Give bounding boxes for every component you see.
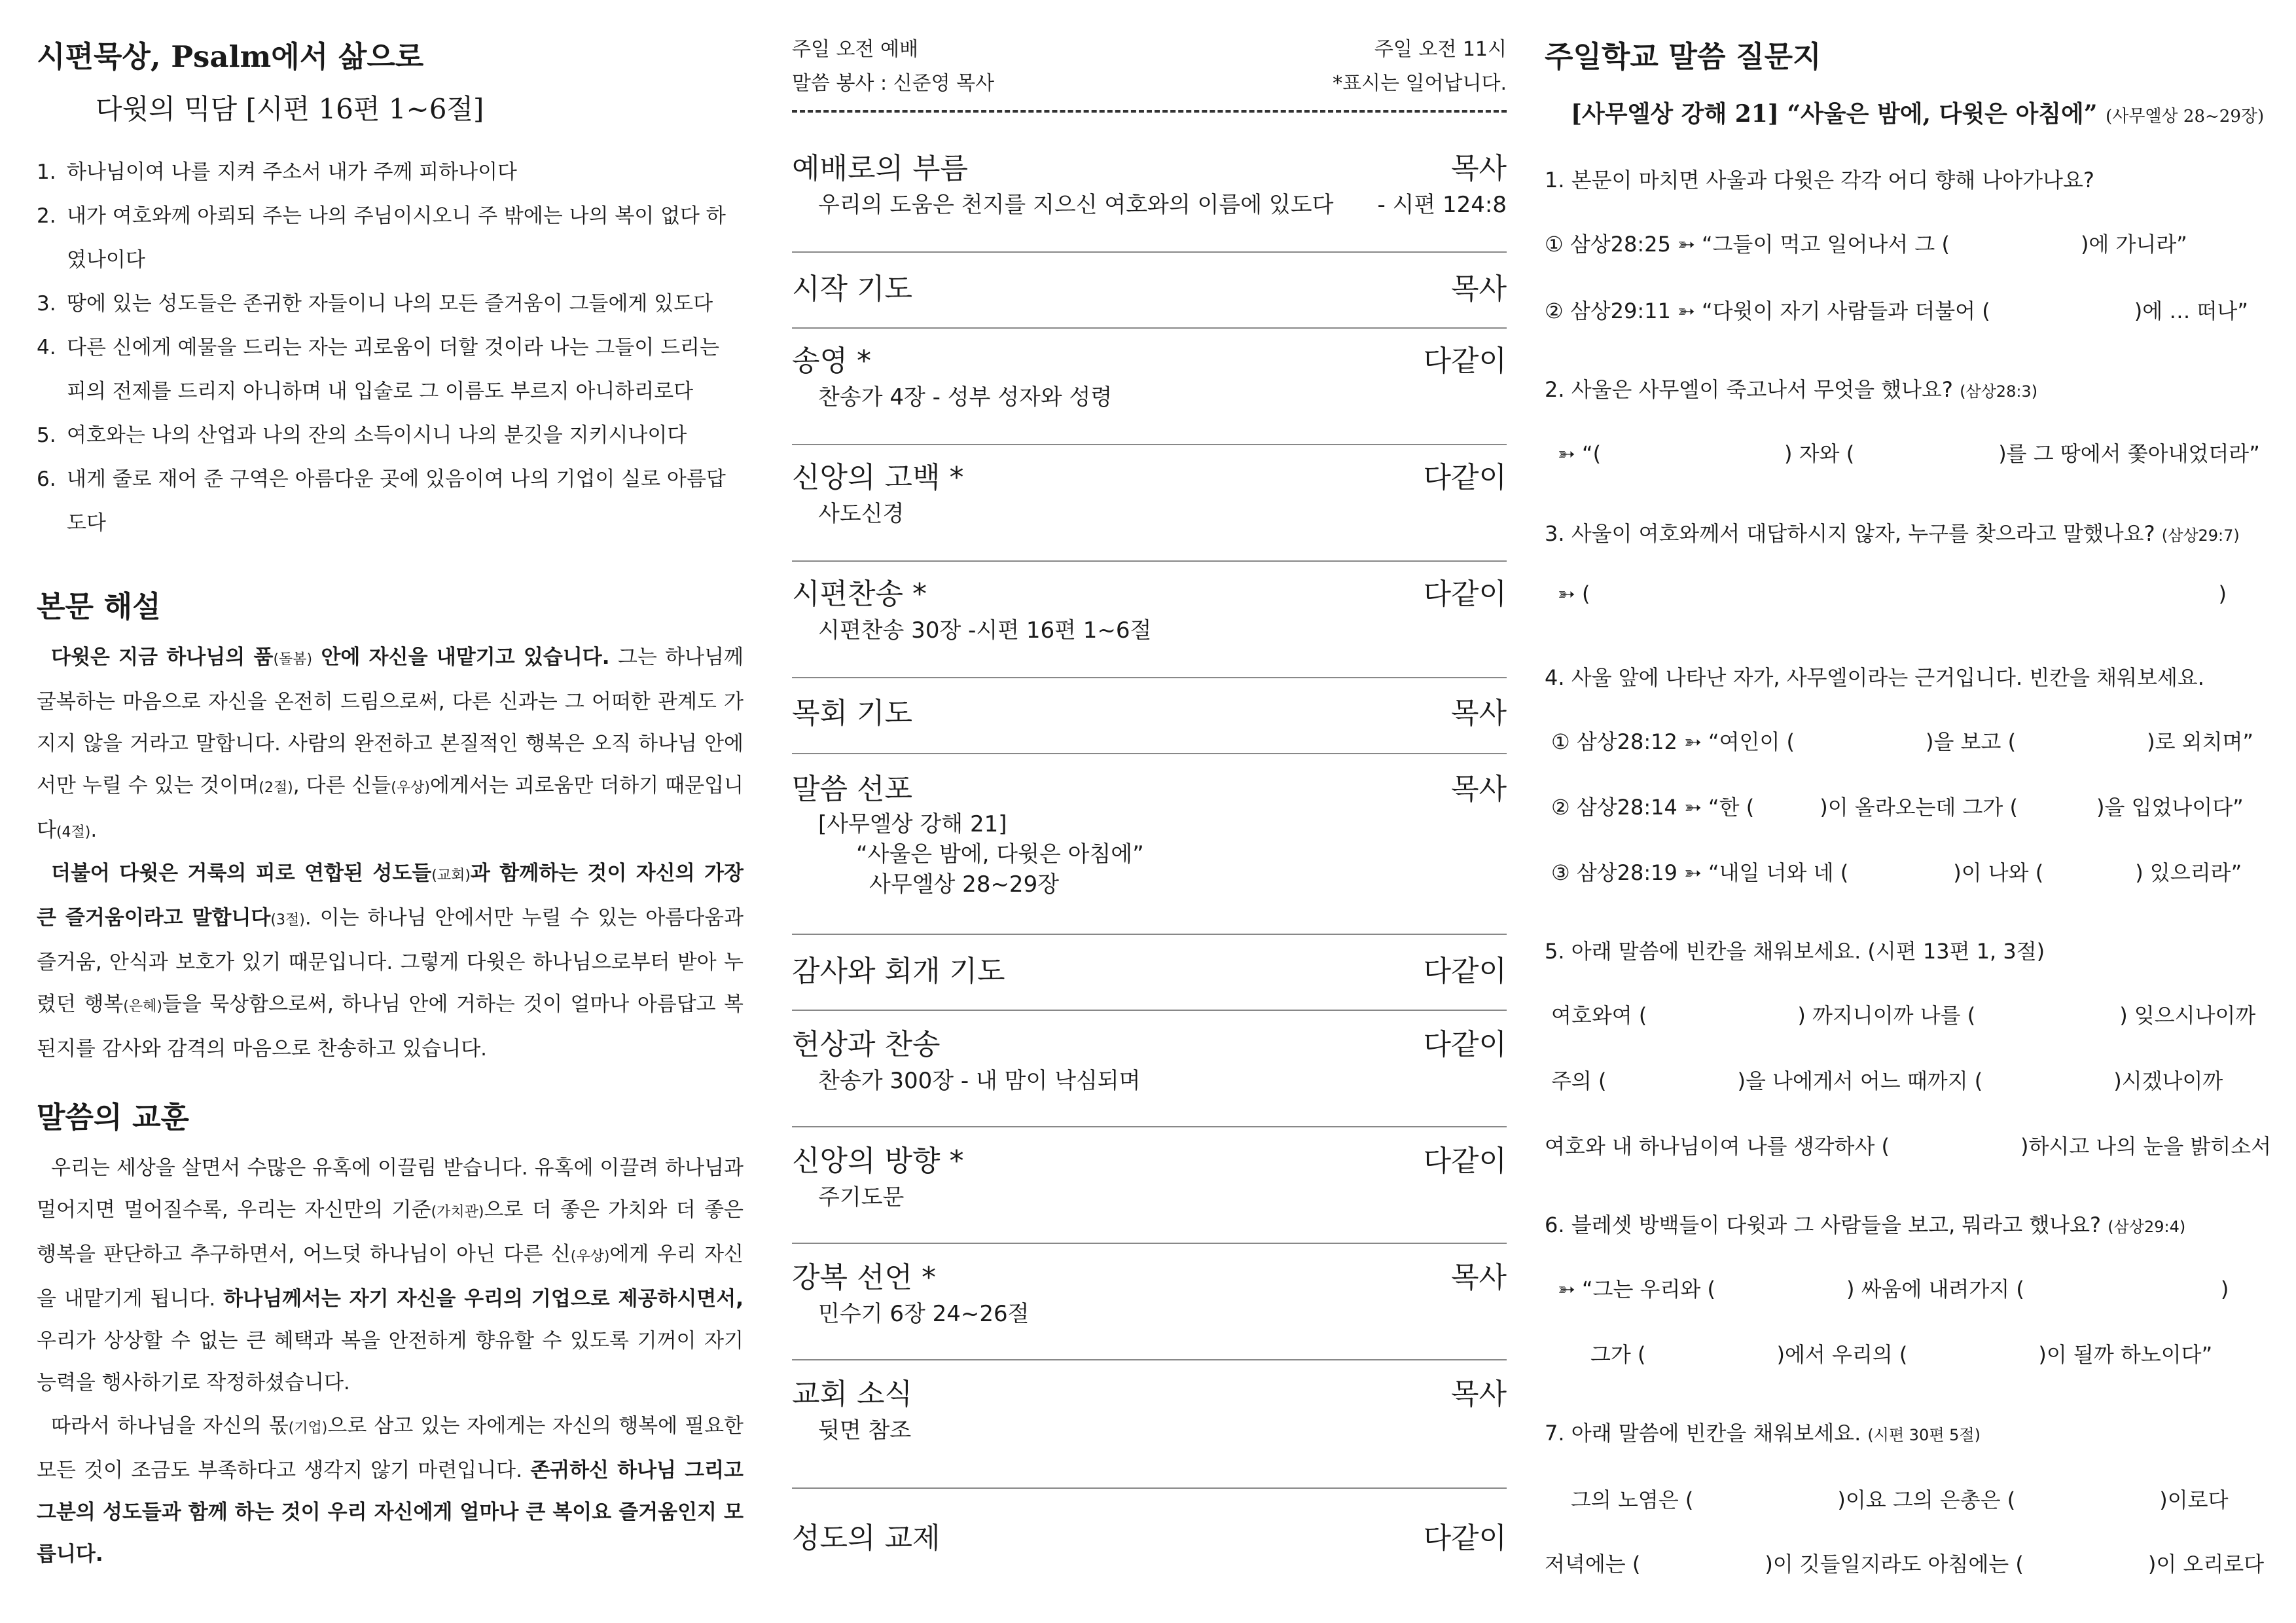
- question-reference: (삼상28:3): [1960, 382, 2038, 401]
- commentary-bold: 다윗은 지금 하나님의 품: [51, 646, 274, 669]
- order-title: 시작 기도: [792, 272, 913, 306]
- order-item-confession: [792, 444, 1507, 562]
- question-2: [1545, 373, 2265, 403]
- sermon-title: “사울은 밤에, 다윗은 아침에”: [856, 841, 1144, 867]
- order-leader: 목사: [1450, 1377, 1507, 1411]
- lesson-text: 우리는 세상을 살면서 수많은 유혹에 이끌림 받습니다. 유혹에 이끌려 하나님과 멀어지면 멀어질수록, 우리는 자신만의 기준: [37, 1156, 744, 1222]
- lesson-text: 으로 삼고 있는 자에게는 자신의 행복에 필요한 모든 것이 조금도 부족하다고 생각지 않기 마련입니다.: [37, 1414, 744, 1482]
- order-item-fellowship: [792, 1487, 1507, 1566]
- lesson-paragraph-1: [37, 1147, 744, 1404]
- verse-item: [37, 151, 744, 194]
- answer-line: [1545, 1130, 2272, 1160]
- answer-line: [1558, 1273, 2278, 1303]
- answer-text: )로 외치며”: [2147, 729, 2253, 754]
- order-item-church-news: [792, 1359, 1507, 1489]
- answer-text: )이 깃들일지라도 아침에는 (: [1765, 1552, 2024, 1577]
- answer-text: )이 될까 하노이다”: [2038, 1342, 2213, 1367]
- order-detail: 우리의 도움은 천지를 지으신 여호와의 이름에 있도다: [818, 192, 1334, 218]
- verse-text: 다른 신에게 예물을 드리는 자는 괴로움이 더할 것이라 나는 그들이 드리는 피의 전제를 드리지 아니하며 내 입술로 그 이름도 부르지 아니하리로다: [67, 336, 719, 403]
- commentary-text: . 이는 하나님 안에서만 누릴 수 있는 아름다움과 즐거움, 안식과 보호가 있기 때문입니다. 그렇게 다윗은 하나님으로부터 받아 누렸던 행복: [37, 906, 744, 1016]
- question-5: 5. 아래 말씀에 빈칸을 채워보세요. (시편 13편 1, 3절): [1545, 939, 2045, 964]
- lesson-text: 우리가 상상할 수 없는 큰 혜택과 복을 안전하게 향유할 수 있도록 기꺼이 자기 능력을 행사하기로 작정하셨습니다.: [37, 1329, 744, 1395]
- order-item-sermon: [792, 753, 1507, 935]
- answer-text: ) 싸움에 내려가지 (: [1846, 1277, 2024, 1302]
- order-leader: 다같이: [1423, 461, 1507, 494]
- commentary-text: .: [90, 818, 98, 842]
- question-reference: (삼상29:4): [2108, 1218, 2186, 1236]
- answer-text: ➳ “(: [1558, 441, 1602, 466]
- lesson-note: (가치관): [431, 1204, 484, 1220]
- commentary-note: (2절): [259, 780, 293, 796]
- order-title: 신앙의 방향 *: [792, 1144, 964, 1178]
- lesson-heading: 말씀의 교훈: [37, 1100, 190, 1135]
- commentary-note: (교회): [431, 867, 471, 884]
- preacher: 말씀 봉사 : 신준영 목사: [792, 72, 995, 95]
- order-title: 목회 기도: [792, 697, 913, 730]
- dashed-divider: [792, 110, 1507, 113]
- order-leader: 목사: [1450, 1261, 1507, 1294]
- answer-text: )에서 우리의 (: [1776, 1342, 1908, 1367]
- answer-line: [1571, 1484, 2291, 1514]
- service-header: [792, 33, 1507, 101]
- answer-text: ➳ (: [1558, 581, 1590, 606]
- question-6: [1545, 1209, 2265, 1239]
- question-text: 2. 사울은 사무엘이 죽고나서 무엇을 했나요?: [1545, 377, 1953, 402]
- lesson-text: 따라서 하나님을 자신의 몫: [51, 1414, 289, 1438]
- answer-text: ): [2220, 1277, 2229, 1302]
- answer-line: [1545, 1548, 2265, 1578]
- verse-number: 3.: [37, 292, 56, 316]
- answer-line: [1551, 999, 2271, 1029]
- answer-text: 저녁에는 (: [1545, 1552, 1641, 1577]
- sermon-title: [사무엘상 강해 21] “사울은 밤에, 다윗은 아침에”: [1571, 100, 2098, 128]
- order-leader: 목사: [1450, 272, 1507, 306]
- order-leader: 다같이: [1423, 1522, 1507, 1555]
- verse-text: 하나님이여 나를 지켜 주소서 내가 주께 피하나이다: [67, 160, 517, 184]
- order-leader: 목사: [1450, 697, 1507, 730]
- answer-line: [1551, 791, 2271, 821]
- order-item-psalm-hymn: [792, 560, 1507, 678]
- commentary-bold: 안에 자신을 내맡기고 있습니다.: [312, 646, 610, 669]
- verse-number: 1.: [37, 160, 56, 184]
- answer-text: )을 나에게서 어느 때까지 (: [1737, 1068, 1983, 1093]
- commentary-note: (돌봄): [273, 651, 313, 668]
- questionnaire-subtitle: [1571, 96, 2264, 129]
- question-reference: (시편 30편 5절): [1867, 1426, 1981, 1444]
- answer-text: ) 있으리라”: [2135, 860, 2242, 885]
- answer-line: [1545, 228, 2265, 258]
- answer-line: [1558, 581, 2278, 606]
- question-reference: (삼상29:7): [2161, 526, 2240, 545]
- answer-text: 주의 (: [1551, 1068, 1607, 1093]
- answer-text: 그의 노염은 (: [1571, 1487, 1694, 1512]
- question-text: 7. 아래 말씀에 빈칸을 채워보세요.: [1545, 1421, 1861, 1446]
- question-text: 6. 블레셋 방백들이 다윗과 그 사람들을 보고, 뭐라고 했나요?: [1545, 1213, 2102, 1237]
- order-item-doxology: [792, 327, 1507, 445]
- service-name: 주일 오전 예배: [792, 38, 918, 61]
- verse-number: 5.: [37, 424, 56, 447]
- verse-text: 여호와는 나의 산업과 나의 잔의 소득이시니 나의 분깃을 지키시나이다: [67, 424, 687, 447]
- questionnaire-title: 주일학교 말씀 질문지: [1545, 39, 1821, 74]
- commentary-text: 들을 묵상함으로써, 하나님 안에 거하는 것이 얼마나 아름답고 복된지를 감사와 감격의 마음으로 찬송하고 있습니다.: [37, 993, 744, 1061]
- order-leader: 다같이: [1423, 577, 1507, 611]
- order-leader: 다같이: [1423, 344, 1507, 378]
- answer-text: )에 가니라”: [2080, 232, 2187, 257]
- sermon-info: [792, 809, 1507, 900]
- meditation-title: 시편묵상, Psalm에서 삶으로: [37, 39, 424, 74]
- answer-line: [1551, 725, 2271, 756]
- answer-text: ➳ “그는 우리와 (: [1558, 1277, 1715, 1302]
- order-title: 성도의 교제: [792, 1522, 941, 1555]
- order-detail: 사도신경: [818, 501, 905, 527]
- commentary-note: (우상): [391, 780, 430, 796]
- answer-text: 여호와여 (: [1551, 1003, 1647, 1028]
- commentary-note: (3절): [270, 912, 305, 928]
- answer-text: ) 까지니이까 나를 (: [1797, 1003, 1976, 1028]
- order-leader: 다같이: [1423, 955, 1507, 988]
- order-detail: 민수기 6장 24~26절: [818, 1301, 1030, 1327]
- verse-item: [37, 326, 744, 414]
- answer-text: )를 그 땅에서 쫓아내었더라”: [1998, 441, 2260, 466]
- answer-line: [1558, 437, 2278, 467]
- commentary-note: (은혜): [123, 998, 162, 1015]
- commentary-note: (4절): [56, 824, 91, 841]
- verse-item: [37, 458, 744, 545]
- answer-text: )에 … 떠나”: [2134, 299, 2248, 323]
- verse-number: 4.: [37, 336, 56, 359]
- order-item-offering: [792, 1010, 1507, 1127]
- answer-line: [1551, 1065, 2271, 1095]
- order-leader: 목사: [1450, 152, 1507, 185]
- order-detail: 뒷면 참조: [818, 1417, 912, 1444]
- order-title: 신앙의 고백 *: [792, 461, 964, 494]
- answer-text: )을 입었나이다”: [2096, 795, 2244, 820]
- order-title: 말씀 선포: [792, 773, 913, 806]
- lesson-paragraph-2: [37, 1405, 744, 1575]
- verse-item: [37, 194, 744, 282]
- lesson-note: (우상): [570, 1249, 610, 1265]
- answer-text: )이로다: [2159, 1487, 2229, 1512]
- verse-item: [37, 414, 744, 458]
- order-reference: - 시편 124:8: [1377, 192, 1507, 218]
- verse-text: 내가 여호와께 아뢰되 주는 나의 주님이시오니 주 밖에는 나의 복이 없다 하였나이다: [67, 204, 726, 272]
- answer-text: )이 올라오는데 그가 (: [1820, 795, 2018, 820]
- answer-text: )이 나와 (: [1953, 860, 2044, 885]
- question-3: [1545, 517, 2265, 547]
- verse-text: 땅에 있는 성도들은 존귀한 자들이니 나의 모든 즐거움이 그들에게 있도다: [67, 292, 713, 316]
- commentary-paragraph-2: [37, 852, 744, 1070]
- order-detail: 찬송가 4장 - 성부 성자와 성령: [818, 384, 1113, 410]
- order-leader: 다같이: [1423, 1144, 1507, 1178]
- answer-text: ② 삼상28:14 ➳ “한 (: [1551, 795, 1755, 820]
- answer-text: ① 삼상28:25 ➳ “그들이 먹고 일어나서 그 (: [1545, 232, 1950, 257]
- commentary-text: 에게서는 괴로움만 더하기 때문입니다: [37, 774, 744, 842]
- question-text: 3. 사울이 여호와께서 대답하시지 않자, 누구를 찾으라고 말했나요?: [1545, 521, 2155, 546]
- service-time: 주일 오전 11시: [1374, 38, 1507, 61]
- answer-line: [1590, 1338, 2296, 1368]
- order-item-thanks-repentance: [792, 934, 1507, 1011]
- sermon-passage: 사무엘상 28~29장: [869, 871, 1060, 898]
- lesson-note: (기업): [288, 1420, 328, 1436]
- answer-text: ) 자와 (: [1784, 441, 1855, 466]
- order-detail: 시편찬송 30장 -시편 16편 1~6절: [818, 617, 1152, 644]
- order-detail: 찬송가 300장 - 내 맘이 낙심되며: [818, 1068, 1141, 1094]
- lesson-bold: 존귀하신 하나님 그리고 그분의 성도들과 함께 하는 것이 우리 자신에게 얼마나 큰 복이요 즐거움인지 모릅니다.: [37, 1459, 744, 1566]
- answer-text: )이요 그의 은총은 (: [1837, 1487, 2016, 1512]
- order-title: 감사와 회개 기도: [792, 955, 1005, 988]
- psalm-verse-list: [37, 151, 744, 545]
- question-7: [1545, 1417, 2265, 1447]
- verse-number: 2.: [37, 204, 56, 228]
- order-title: 교회 소식: [792, 1377, 913, 1411]
- order-item-benediction: [792, 1243, 1507, 1360]
- answer-line: [1545, 295, 2265, 325]
- order-item-lords-prayer: [792, 1126, 1507, 1244]
- commentary-text: , 다른 신들: [293, 774, 391, 797]
- commentary-text: 그는 하나님께 굴복하는 마음으로 자신을 온전히 드림으로써, 다른 신과는 그 어떠한 관계도 가지지 않을 거라고 말합니다. 사람의 완전하고 본질적인 행복은 오직 하나님 안에서만 누릴 수 있는 것이며: [37, 646, 744, 797]
- sermon-series: [사무엘상 강해 21]: [818, 811, 1007, 837]
- answer-line: [1551, 856, 2271, 886]
- order-title: 시편찬송 *: [792, 577, 927, 611]
- order-title: 강복 선언 *: [792, 1261, 936, 1294]
- answer-text: )을 보고 (: [1926, 729, 2017, 754]
- lesson-bold: 하나님께서는 자기 자신을 우리의 기업으로 제공하시면서,: [223, 1287, 744, 1311]
- order-title: 헌상과 찬송: [792, 1028, 941, 1061]
- question-1: 1. 본문이 마치면 사울과 다윗은 각각 어디 향해 나아가나요?: [1545, 168, 2094, 192]
- commentary-paragraph-1: [37, 636, 744, 854]
- answer-text: ): [2218, 581, 2227, 606]
- answer-text: ① 삼상28:12 ➳ “여인이 (: [1551, 729, 1795, 754]
- order-title: 송영 *: [792, 344, 871, 378]
- verse-item: [37, 282, 744, 326]
- order-item-opening-prayer: [792, 251, 1507, 329]
- order-title: 예배로의 부름: [792, 152, 969, 185]
- answer-text: ) 잊으시나이까: [2119, 1003, 2256, 1028]
- verse-text: 내게 줄로 재어 준 구역은 아름다운 곳에 있음이여 나의 기업이 실로 아름답도다: [67, 467, 726, 535]
- lesson-text: 으로 더 좋은 가치와 더 좋은 행복을 판단하고 추구하면서, 어느덧 하나님이 아닌 다른 신: [37, 1198, 744, 1266]
- verse-number: 6.: [37, 467, 56, 491]
- answer-text: )이 오리로다: [2147, 1552, 2265, 1577]
- question-4: 4. 사울 앞에 나타난 자가, 사무엘이라는 근거입니다. 빈칸을 채워보세요.: [1545, 665, 2204, 690]
- order-detail: 주기도문: [818, 1184, 905, 1211]
- commentary-bold: 더불어 다윗은 거룩의 피로 연합된 성도들: [51, 862, 432, 885]
- sermon-reference: (사무엘상 28~29장): [2106, 107, 2265, 126]
- answer-text: ② 삼상29:11 ➳ “다윗이 자기 사람들과 더불어 (: [1545, 299, 1990, 323]
- answer-text: )시겠나이까: [2113, 1068, 2223, 1093]
- order-item-pastoral-prayer: [792, 677, 1507, 754]
- order-item-call-to-worship: [792, 149, 1507, 253]
- answer-text: ③ 삼상28:19 ➳ “내일 너와 네 (: [1551, 860, 1849, 885]
- commentary-bold: 과 함께하는 것이 자신의 가장 큰 즐거움이라고 말합니다: [37, 862, 744, 930]
- answer-text: 그가 (: [1590, 1342, 1646, 1367]
- psalm-subtitle: 다윗의 믹담 [시편 16편 1~6절]: [96, 93, 484, 125]
- lesson-text: 에게 우리 자신을 내맡기게 됩니다.: [37, 1243, 744, 1311]
- answer-text: )하시고 나의 눈을 밝히소서: [2020, 1134, 2272, 1159]
- commentary-heading: 본문 해설: [37, 589, 161, 624]
- standing-note: *표시는 일어납니다.: [1333, 72, 1507, 95]
- answer-text: 여호와 내 하나님이여 나를 생각하사 (: [1545, 1134, 1890, 1159]
- order-leader: 다같이: [1423, 1028, 1507, 1061]
- order-leader: 목사: [1450, 773, 1507, 806]
